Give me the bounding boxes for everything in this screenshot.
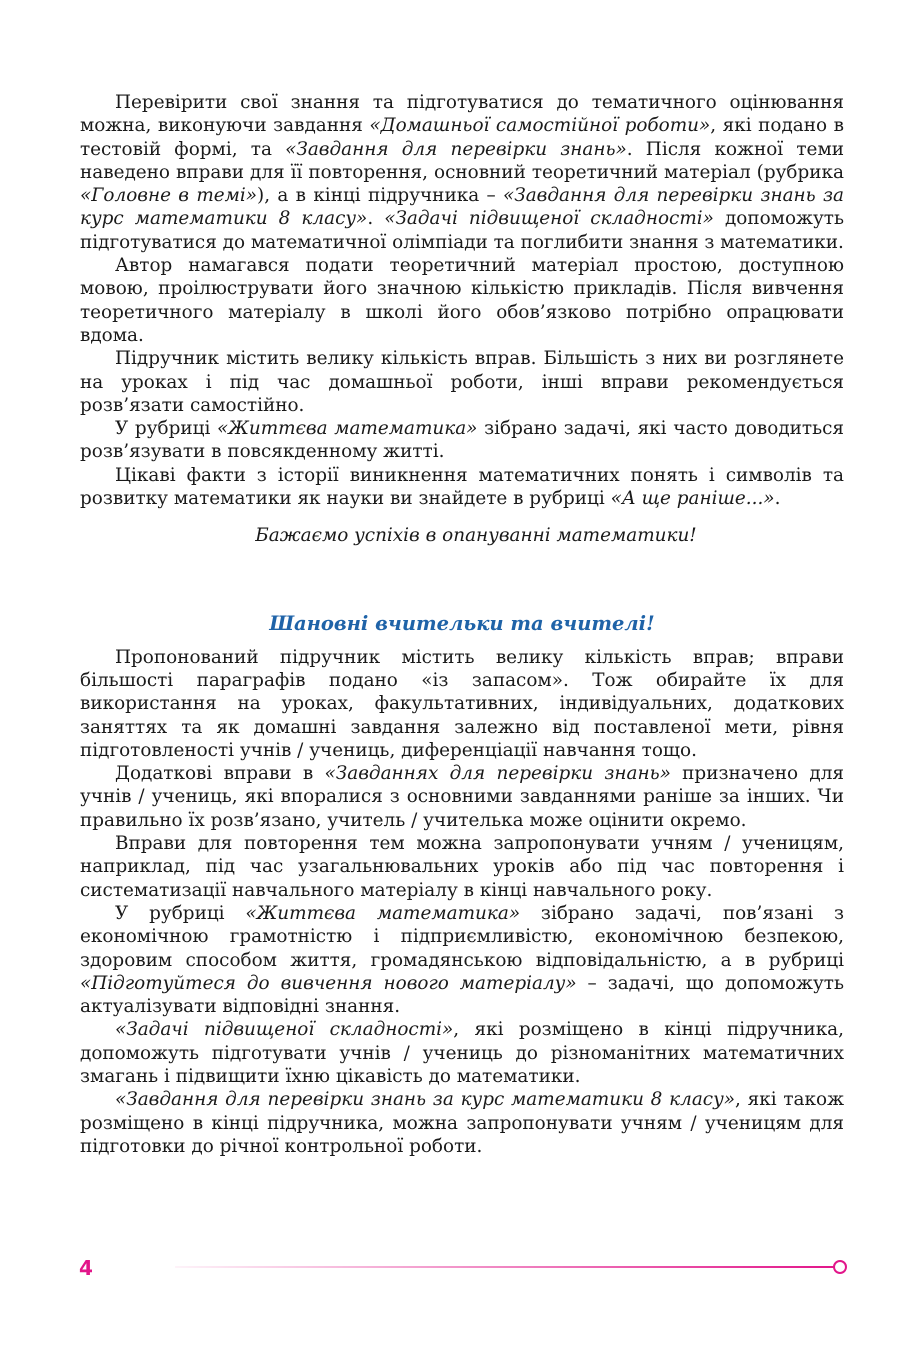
students-paragraph-2: Автор намагався подати теоретичний матеріал простою, доступною мовою, проілюструвати його значною кількістю прикладів. Після вивчення теоретичного матеріалу в школі його обов’язково потрібно опрацювати вдома.: [80, 255, 844, 346]
teachers-heading: Шановні вчительки та вчителі!: [269, 611, 655, 635]
teachers-paragraph-4: У рубриці «Життєва математика» зібрано задачі, пов’язані з економічною грамотністю і підприємливістю, економічною безпекою, здоровим способом життя, громадянською відповідальністю, а в рубриці «Підготуйтеся до вивчення нового матеріалу» – задачі, що допоможуть актуалізувати відповідні знання.: [80, 902, 844, 1018]
teachers-paragraph-1: Пропонований підручник містить велику кількість вправ; вправи більшості параграфів подано «із запасом». Тож обирайте їх для використання на уроках, факультативних, індивідуальних, додаткових заняттях та як домашні завдання залежно від поставленої мети, рівня підготовленості учнів / учениць, диференціації навчання тощо.: [80, 646, 844, 761]
footer-circle-icon: [833, 1260, 847, 1274]
teachers-paragraph-2: Додаткові вправи в «Завданнях для перевірки знань» призначено для учнів / учениць, які впоралися з основними завданнями раніше за інших. Чи правильно їх розв’язано, учитель / учителька може оцінити окремо.: [80, 763, 845, 831]
page-footer: [0, 1258, 918, 1278]
page-number: 4: [79, 1256, 93, 1280]
wish-line: Бажаємо успіхів в опануванні математики!: [255, 525, 697, 547]
footer-rule: [175, 1266, 835, 1268]
students-paragraph-3: Підручник містить велику кількість вправ. Більшість з них ви розглянете на уроках і під час домашньої роботи, інші вправи рекомендується розв’язати самостійно.: [80, 348, 844, 416]
teachers-paragraph-5: «Задачі підвищеної складності», які розміщено в кінці підручника, допоможуть підготувати учнів / учениць до різноманітних математичних змагань і підвищити їхню цікавість до математики.: [80, 1019, 844, 1087]
students-paragraph-5: Цікаві факти з історії виникнення математичних понять і символів та розвитку математики як науки ви знайдете в рубриці «А ще раніше...».: [80, 464, 844, 510]
page-body: [80, 91, 844, 1158]
teachers-paragraph-6: «Завдання для перевірки знань за курс математики 8 класу», які також розміщено в кінці підручника, можна запропонувати учням / ученицям для підготовки до річної контрольної роботи.: [80, 1089, 844, 1157]
teachers-paragraph-3: Вправи для повторення тем можна запропонувати учням / ученицям, наприклад, під час узагальнювальних уроків або під час повторення і систематизації навчального матеріалу в кінці навчального року.: [80, 833, 844, 901]
students-paragraph-1: Перевірити свої знання та підготуватися до тематичного оцінювання можна, виконуючи завдання «Домашньої самостійної роботи», які подано в тестовій формі, та «Завдання для перевірки знань». Після кожної теми наведено вправи для її повторення, основний теоретичний матеріал (рубрика «Головне в темі»), а в кінці підручника – «Завдання для перевірки знань за курс математики 8 класу». «Задачі підвищеної складності» допоможуть підготуватися до математичної олімпіади та поглибити знання з математики.: [80, 92, 845, 253]
students-paragraph-4: У рубриці «Життєва математика» зібрано задачі, які часто доводиться розв’язувати в повсякденному житті.: [80, 418, 844, 463]
